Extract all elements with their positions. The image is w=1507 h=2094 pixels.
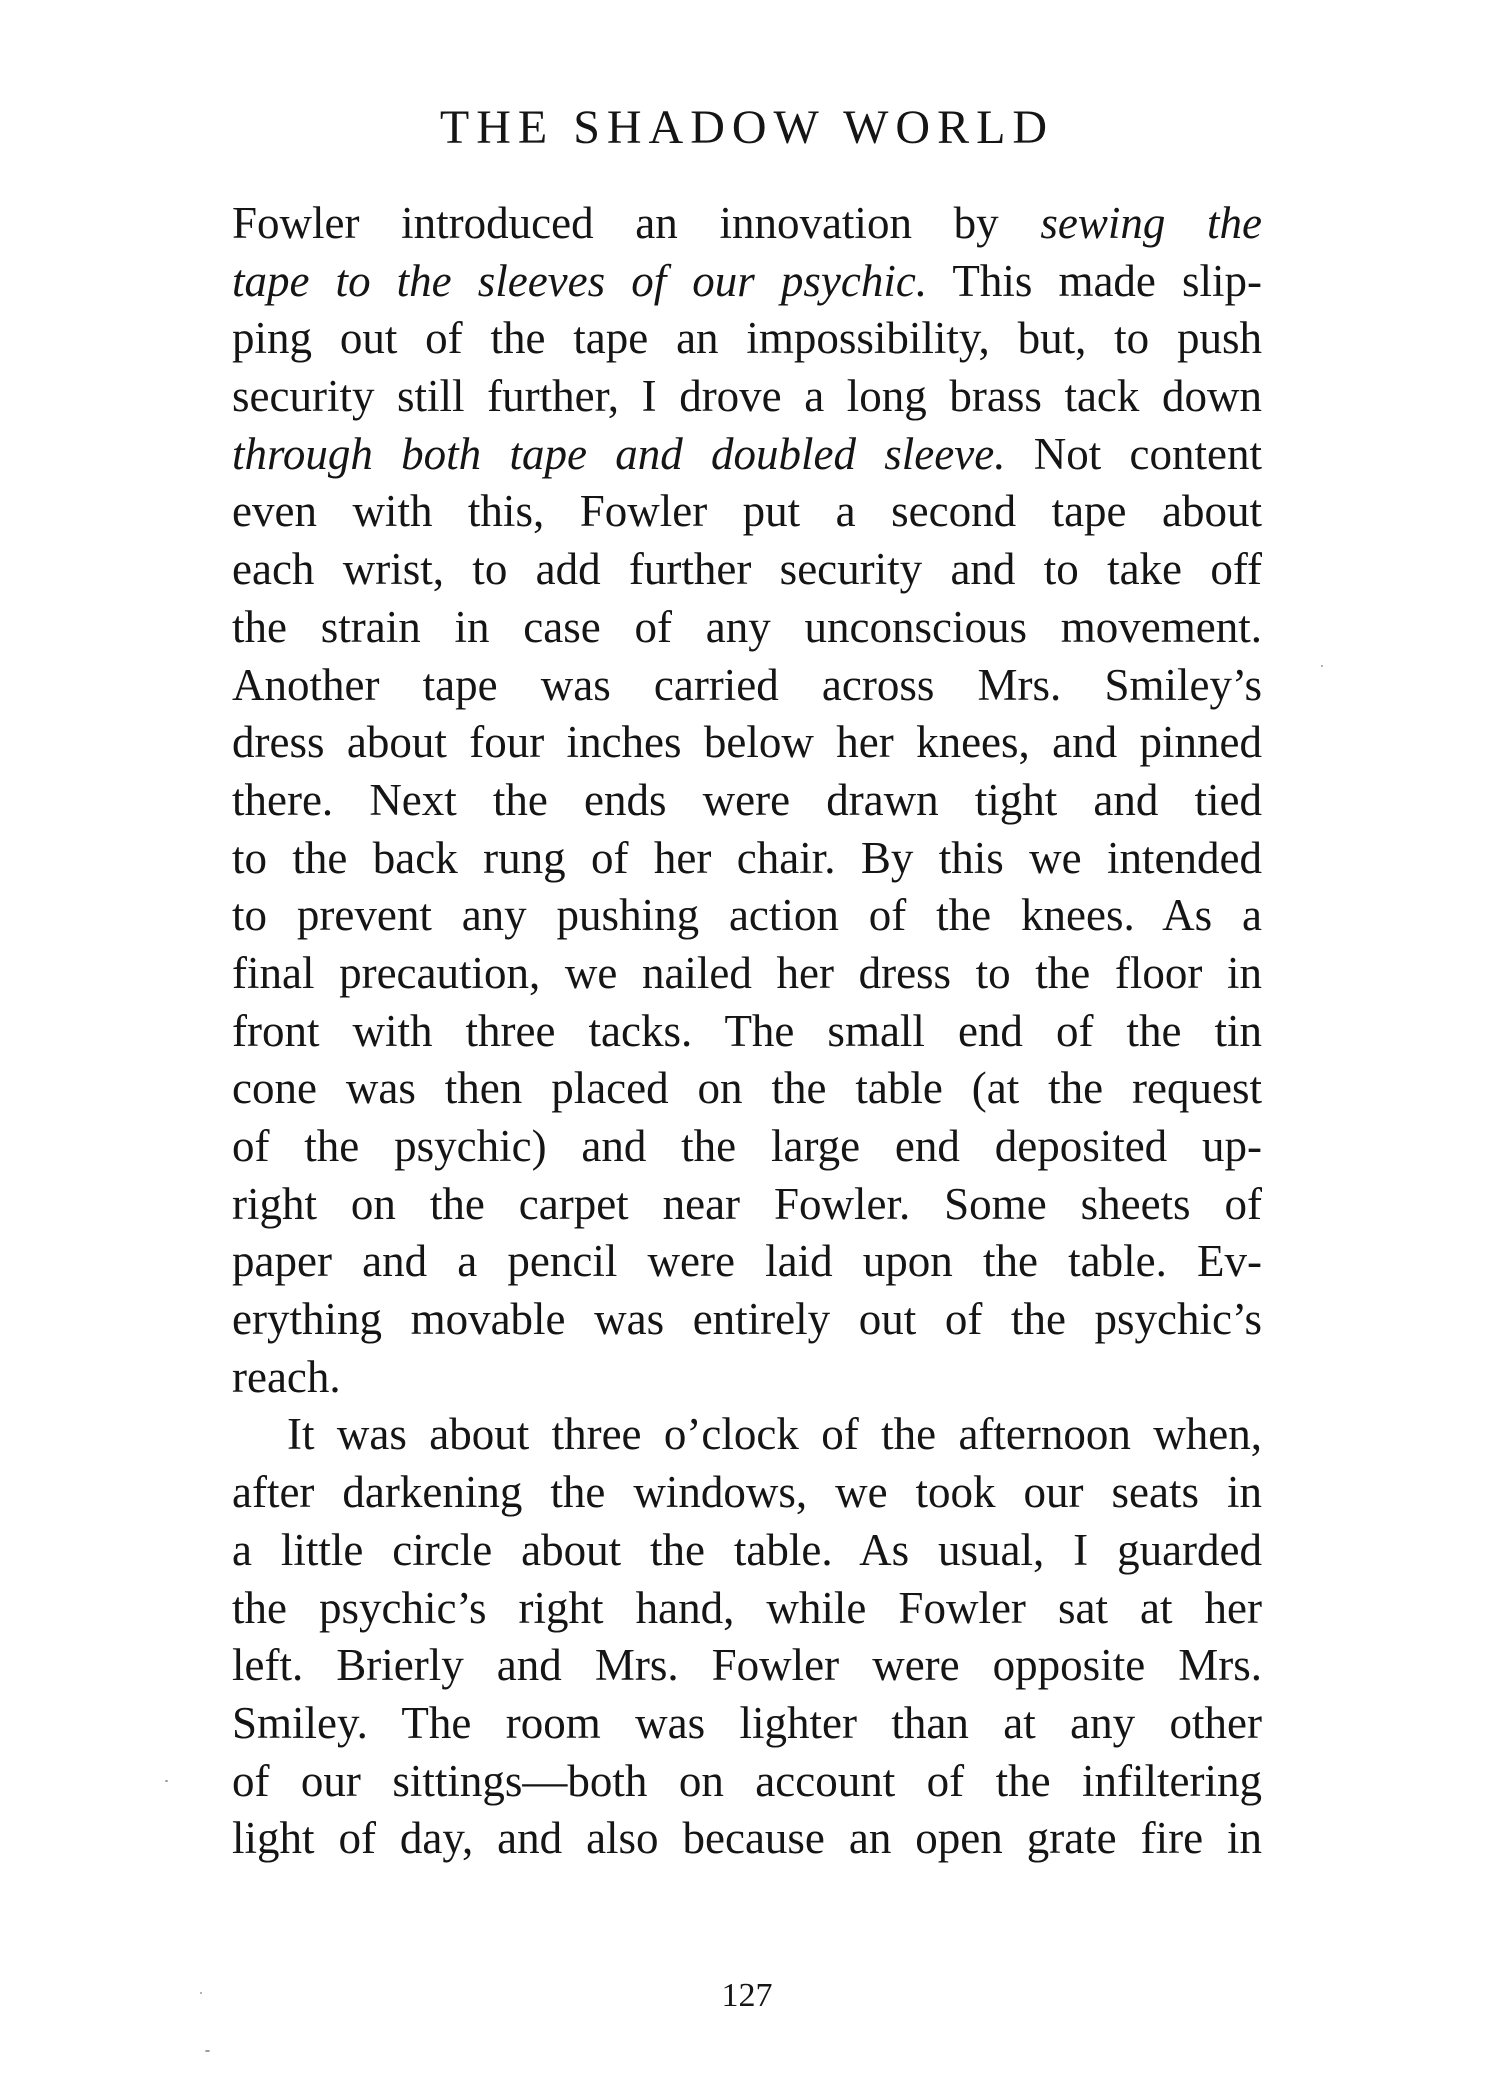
text-run: to prevent any pushing action of the knees. As a — [232, 890, 1262, 941]
text-line — [232, 541, 1262, 599]
text-run: the strain in case of any unconscious movement. — [232, 601, 1262, 652]
text-run: of the psychic) and the large end deposited up- — [232, 1121, 1262, 1171]
text-line — [232, 368, 1262, 426]
text-run: of our sittings—both on account of the infiltering — [232, 1755, 1262, 1806]
scan-speck — [200, 1992, 202, 1994]
text-run: reach. — [232, 1351, 341, 1402]
text-run: Fowler introduced an innovation by — [232, 198, 1041, 248]
italic-run: tape to the sleeves of our psychic. — [232, 255, 928, 306]
text-run: left. Brierly and Mrs. Fowler were opposite Mrs. — [232, 1640, 1262, 1691]
text-line — [232, 310, 1262, 368]
text-line — [232, 887, 1262, 945]
text-run: security still further, I drove a long brass tack down — [232, 371, 1262, 422]
text-run: even with this, Fowler put a second tape about — [232, 486, 1262, 537]
text-line — [232, 714, 1262, 772]
text-line — [232, 483, 1262, 541]
text-run: Smiley. The room was lighter than at any other — [232, 1697, 1262, 1748]
text-line — [232, 1291, 1262, 1349]
page-number: 127 — [721, 1977, 773, 2014]
text-run: erything movable was entirely out of the psychic’s — [232, 1294, 1262, 1345]
text-run: cone was then placed on the table (at the request — [232, 1063, 1262, 1114]
text-run: after darkening the windows, we took our seats in — [232, 1467, 1262, 1518]
text-run: final precaution, we nailed her dress to the floor in — [232, 947, 1262, 998]
text-line — [232, 599, 1262, 657]
running-head: THE SHADOW WORLD — [439, 101, 1055, 154]
text-run: there. Next the ends were drawn tight and tied — [232, 774, 1262, 825]
body-text — [232, 195, 1262, 1868]
text-run: right on the carpet near Fowler. Some sheets of — [232, 1178, 1262, 1229]
text-line — [232, 1810, 1262, 1868]
text-run: front with three tacks. The small end of the tin — [232, 1005, 1262, 1056]
paragraph — [232, 195, 1262, 1406]
text-run: each wrist, to add further security and to take off — [232, 544, 1262, 595]
text-line — [232, 1695, 1262, 1753]
text-line — [232, 253, 1262, 311]
text-run: It was about three o’clock of the afternoon when, — [287, 1409, 1262, 1460]
text-run: the psychic’s right hand, while Fowler sat at her — [232, 1582, 1262, 1633]
scan-speck — [1321, 665, 1323, 667]
text-line — [232, 657, 1262, 715]
text-line — [232, 1060, 1262, 1118]
italic-run: through both tape and doubled sleeve. — [232, 428, 1006, 479]
text-line — [232, 1233, 1262, 1291]
text-run: light of day, and also because an open grate fire in — [232, 1813, 1262, 1864]
text-line — [232, 1003, 1262, 1061]
text-line — [232, 1349, 1262, 1407]
text-run: a little circle about the table. As usual, I guarded — [232, 1524, 1262, 1575]
text-line — [232, 945, 1262, 1003]
italic-run: sewing the — [1040, 198, 1262, 248]
text-run: ping out of the tape an impossibility, but, to push — [232, 313, 1262, 364]
text-line — [232, 830, 1262, 888]
text-line — [232, 772, 1262, 830]
text-run: dress about four inches below her knees, and pinned — [232, 717, 1262, 768]
text-run: This made slip- — [927, 255, 1262, 306]
text-run: Not content — [1005, 428, 1262, 479]
text-line — [232, 426, 1262, 484]
text-line — [232, 1406, 1262, 1464]
scan-speck — [165, 1780, 168, 1782]
text-line — [232, 1753, 1262, 1811]
text-run: to the back rung of her chair. By this we intended — [232, 832, 1262, 883]
text-line — [232, 1522, 1262, 1580]
text-run: paper and a pencil were laid upon the table. Ev- — [232, 1236, 1262, 1287]
text-line — [232, 1118, 1262, 1176]
text-line — [232, 1580, 1262, 1638]
text-line — [232, 195, 1262, 253]
text-line — [232, 1176, 1262, 1234]
text-line — [232, 1637, 1262, 1695]
scan-speck — [205, 2050, 210, 2052]
paragraph — [232, 1406, 1262, 1868]
text-line — [232, 1464, 1262, 1522]
text-run: Another tape was carried across Mrs. Smiley’s — [232, 659, 1262, 710]
